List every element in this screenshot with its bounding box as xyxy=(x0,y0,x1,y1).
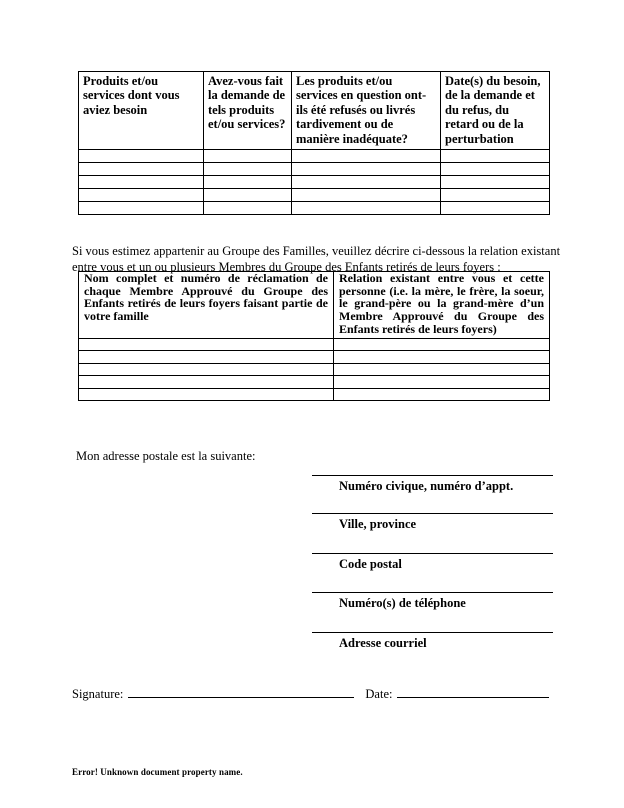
table1-empty-cell[interactable] xyxy=(292,202,441,215)
table1-empty-cell[interactable] xyxy=(441,176,550,189)
document-property-error-text: Error! Unknown document property name. xyxy=(72,767,243,777)
table1-empty-cell[interactable] xyxy=(79,176,204,189)
table1-empty-cell[interactable] xyxy=(204,176,292,189)
table-row xyxy=(79,363,550,376)
family-members-table xyxy=(78,271,550,401)
address-field-label: Adresse courriel xyxy=(339,636,427,650)
table1-empty-cell[interactable] xyxy=(292,176,441,189)
table-row xyxy=(79,150,550,163)
table2-empty-cell[interactable] xyxy=(79,388,334,401)
table-row xyxy=(79,376,550,389)
table-row xyxy=(79,202,550,215)
table2-empty-cell[interactable] xyxy=(334,351,550,364)
table-row xyxy=(79,338,550,351)
table2-empty-cell[interactable] xyxy=(334,363,550,376)
table2-header-member-name: Nom complet et numéro de réclamation de chaque Membre Approuvé du Groupe des Enfants retirés de leurs foyers faisant partie de votre famille xyxy=(79,272,334,339)
table1-empty-cell[interactable] xyxy=(204,189,292,202)
address-line-phone[interactable] xyxy=(312,592,553,611)
table1-empty-cell[interactable] xyxy=(441,150,550,163)
table2-empty-cell[interactable] xyxy=(79,338,334,351)
signature-label: Signature: xyxy=(72,687,124,701)
table-header-row xyxy=(79,272,550,339)
address-field-label: Code postal xyxy=(339,557,402,571)
table1-empty-cell[interactable] xyxy=(79,202,204,215)
table2-header-relation: Relation existant entre vous et cette personne (i.e. la mère, le frère, la soeur, le grand-père ou la grand-mère d’un Membre Approuvé du Groupe des Enfants retirés de leurs foyers) xyxy=(334,272,550,339)
date-label: Date: xyxy=(365,687,393,701)
table-row xyxy=(79,189,550,202)
address-field-label: Numéro civique, numéro d’appt. xyxy=(339,479,514,493)
table1-empty-cell[interactable] xyxy=(79,163,204,176)
table2-empty-cell[interactable] xyxy=(79,363,334,376)
table-row xyxy=(79,163,550,176)
table1-empty-cell[interactable] xyxy=(204,150,292,163)
table2-empty-cell[interactable] xyxy=(334,376,550,389)
table1-empty-cell[interactable] xyxy=(292,189,441,202)
signature-row xyxy=(72,684,549,702)
table1-header-request: Avez-vous fait la demande de tels produits et/ou services? xyxy=(204,72,292,150)
date-line-input[interactable] xyxy=(397,684,549,698)
table1-empty-cell[interactable] xyxy=(441,202,550,215)
table2-empty-cell[interactable] xyxy=(334,338,550,351)
table1-empty-cell[interactable] xyxy=(79,189,204,202)
table-row xyxy=(79,176,550,189)
address-line-email[interactable] xyxy=(312,632,553,651)
products-services-table xyxy=(78,71,550,215)
signature-line-input[interactable] xyxy=(128,684,354,698)
table-row xyxy=(79,351,550,364)
table2-empty-cell[interactable] xyxy=(79,351,334,364)
address-line-civic-number[interactable] xyxy=(312,475,553,494)
table1-header-products: Produits et/ou services dont vous aviez besoin xyxy=(79,72,204,150)
address-line-city-province[interactable] xyxy=(312,513,553,532)
address-field-label: Numéro(s) de téléphone xyxy=(339,596,466,610)
table1-empty-cell[interactable] xyxy=(204,163,292,176)
table1-empty-cell[interactable] xyxy=(292,163,441,176)
table1-empty-cell[interactable] xyxy=(204,202,292,215)
table1-header-refused: Les produits et/ou services en question ont-ils été refusés ou livrés tardivement ou de manière inadéquate? xyxy=(292,72,441,150)
table-row xyxy=(79,388,550,401)
table1-empty-cell[interactable] xyxy=(441,163,550,176)
postal-address-intro: Mon adresse postale est la suivante: xyxy=(76,449,256,463)
table2-empty-cell[interactable] xyxy=(79,376,334,389)
address-line-postal-code[interactable] xyxy=(312,553,553,572)
table2-empty-cell[interactable] xyxy=(334,388,550,401)
table1-empty-cell[interactable] xyxy=(441,189,550,202)
families-group-instruction: Si vous estimez appartenir au Groupe des Familles, veuillez décrire ci-dessous la relation existant entre vous et un ou plusieurs Membres du Groupe des Enfants retirés de leurs foyers : xyxy=(72,243,561,274)
table1-empty-cell[interactable] xyxy=(292,150,441,163)
table1-header-dates: Date(s) du besoin, de la demande et du refus, du retard ou de la perturbation xyxy=(441,72,550,150)
address-field-label: Ville, province xyxy=(339,517,417,531)
table-header-row xyxy=(79,72,550,150)
table1-empty-cell[interactable] xyxy=(79,150,204,163)
